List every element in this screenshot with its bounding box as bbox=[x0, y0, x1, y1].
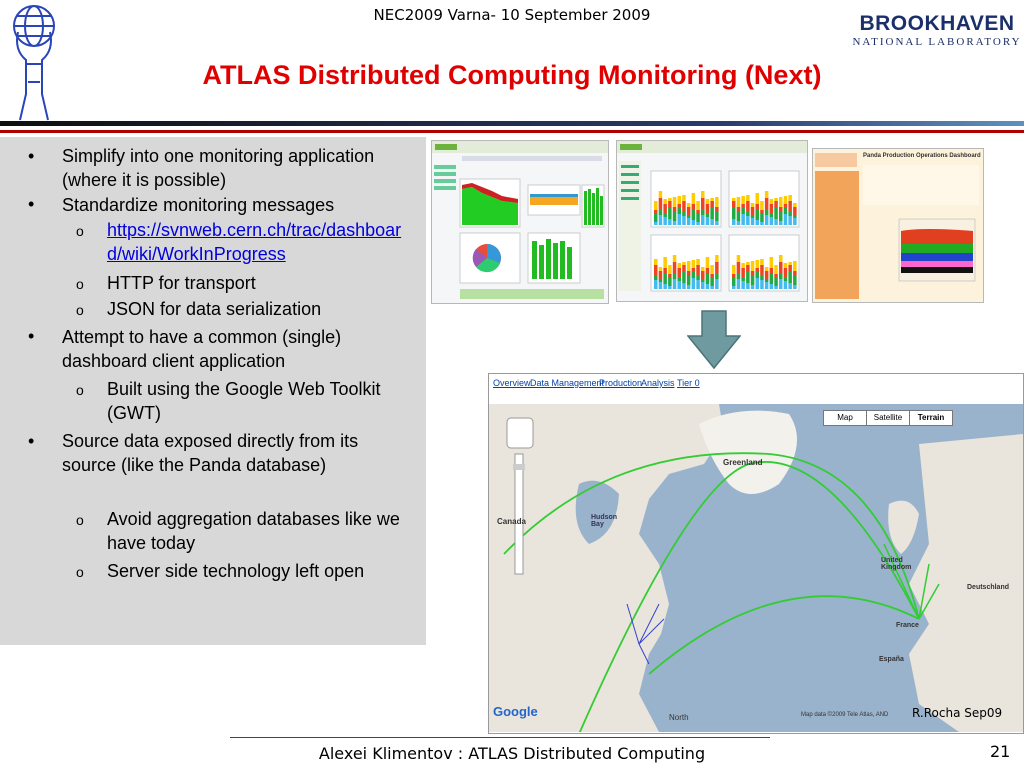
mini-chart-bar bbox=[706, 257, 710, 268]
mini-chart-bar bbox=[770, 274, 774, 284]
dashboard-screenshot-1 bbox=[431, 140, 609, 304]
mini-chart-bar bbox=[788, 216, 792, 225]
mini-chart-bar bbox=[659, 271, 663, 279]
sub-bullet-marker: o bbox=[76, 302, 84, 318]
mini-chart-bar bbox=[774, 265, 778, 274]
mini-chart-bar bbox=[692, 220, 696, 225]
sub-bullet-marker: o bbox=[76, 564, 84, 580]
header-divider-red bbox=[0, 130, 1024, 133]
mini-chart-bar bbox=[682, 262, 686, 265]
mini-chart-bar bbox=[701, 271, 705, 279]
map-type-switcher bbox=[823, 410, 953, 426]
mini-chart-bar bbox=[756, 210, 760, 220]
mini-chart-bar bbox=[784, 214, 788, 225]
mini-chart-bar bbox=[692, 278, 696, 289]
mini-chart-bar bbox=[779, 255, 783, 262]
mini-chart-bar bbox=[760, 280, 764, 289]
mini-chart-bar bbox=[746, 211, 750, 216]
mini-chart-bar bbox=[751, 285, 755, 289]
mini-chart-bar bbox=[756, 260, 760, 268]
mini-chart-bar bbox=[654, 275, 658, 280]
map-label-hudson-bay: Hudson Bay bbox=[591, 514, 618, 528]
mini-chart-bar bbox=[678, 263, 682, 268]
map-type-map[interactable]: Map bbox=[824, 411, 867, 425]
mini-chart-bar bbox=[715, 221, 719, 225]
mini-chart-bar bbox=[774, 274, 778, 278]
mini-chart-bar bbox=[687, 207, 691, 215]
mini-chart-bar bbox=[692, 210, 696, 220]
bullet-common-dashboard: Attempt to have a common (single) dashboard client application bbox=[62, 327, 342, 371]
image-credit: R.Rocha Sep09 bbox=[912, 706, 1003, 720]
mini-chart-bar bbox=[692, 271, 696, 278]
mini-chart-bar bbox=[706, 274, 710, 284]
mini-chart-bar bbox=[774, 201, 778, 208]
mini-chart-bar bbox=[668, 265, 672, 274]
mini-chart-bar bbox=[774, 208, 778, 219]
mini-chart-bar bbox=[741, 277, 745, 281]
mini-chart-bar bbox=[751, 271, 755, 276]
mini-chart-bar bbox=[779, 221, 783, 225]
mini-chart-bar bbox=[710, 278, 714, 286]
mini-chart-bar bbox=[774, 286, 778, 289]
mini-chart-bar bbox=[784, 196, 788, 204]
brookhaven-logo bbox=[852, 12, 1022, 48]
mini-chart-bar bbox=[659, 198, 663, 209]
mini-chart-bar bbox=[659, 267, 663, 271]
header-divider bbox=[0, 121, 1024, 126]
mini-chart-bar bbox=[654, 201, 658, 210]
mini-chart-bar bbox=[701, 267, 705, 271]
mini-chart-bar bbox=[760, 222, 764, 225]
mini-chart-bar bbox=[654, 222, 658, 225]
mini-chart-bar bbox=[756, 193, 760, 204]
sub-bullet-server-side: Server side technology left open bbox=[107, 561, 365, 581]
footer-divider bbox=[230, 737, 770, 738]
mini-chart-bar bbox=[732, 198, 736, 201]
mini-chart-bar bbox=[741, 204, 745, 207]
mini-chart-bar bbox=[701, 198, 705, 209]
mini-chart-bar bbox=[687, 218, 691, 225]
map-type-terrain[interactable]: Terrain bbox=[917, 413, 945, 422]
mini-chart-bar bbox=[673, 197, 677, 207]
mini-chart-bar bbox=[706, 204, 710, 213]
mini-chart-bar bbox=[692, 260, 696, 268]
mini-chart-bar bbox=[746, 195, 750, 201]
mini-chart-bar bbox=[673, 255, 677, 262]
map-label-espana: España bbox=[879, 656, 904, 663]
google-logo: Google bbox=[493, 704, 538, 719]
mini-chart-bar bbox=[737, 262, 741, 273]
mini-chart-bar bbox=[756, 204, 760, 210]
bullet-simplify: Simplify into one monitoring application (where it is possible) bbox=[62, 146, 375, 190]
mini-chart-bar bbox=[659, 191, 663, 198]
mini-chart-bar bbox=[732, 219, 736, 225]
mini-chart-bar bbox=[793, 207, 797, 215]
mini-chart-bar bbox=[765, 279, 769, 282]
mini-chart-bar bbox=[678, 214, 682, 225]
mini-chart-bar bbox=[687, 285, 691, 289]
mini-chart-bar bbox=[696, 280, 700, 289]
dashboard-screenshot-2 bbox=[616, 140, 808, 302]
mini-chart-bar bbox=[668, 274, 672, 278]
mini-chart-bar bbox=[663, 268, 667, 274]
mini-chart-bar bbox=[737, 207, 741, 212]
bullet-marker: • bbox=[28, 194, 35, 214]
mini-chart-bar bbox=[663, 204, 667, 213]
mini-chart-bar bbox=[710, 286, 714, 289]
mini-chart-bar bbox=[788, 195, 792, 201]
mini-chart-bar bbox=[701, 191, 705, 198]
mini-chart-bar bbox=[760, 275, 764, 280]
mini-chart-bar bbox=[663, 257, 667, 268]
mini-chart-bar bbox=[692, 268, 696, 271]
mini-chart-bar bbox=[682, 201, 686, 211]
mini-chart-bar bbox=[770, 284, 774, 289]
mini-chart-bar bbox=[746, 262, 750, 265]
mini-chart-bar bbox=[696, 222, 700, 225]
mini-chart-bar bbox=[751, 261, 755, 271]
mini-chart-bar bbox=[741, 281, 745, 289]
mini-chart-bar bbox=[687, 203, 691, 207]
mini-chart-bar bbox=[673, 273, 677, 279]
mini-chart-bar bbox=[715, 212, 719, 221]
mini-chart-bar bbox=[737, 212, 741, 221]
mini-chart-bar bbox=[706, 199, 710, 204]
mini-chart-bar bbox=[774, 198, 778, 201]
map-label-north: North bbox=[669, 713, 689, 722]
mini-chart-bar bbox=[732, 278, 736, 286]
map-tab-bar bbox=[489, 374, 1023, 400]
map-attribution: Map data ©2009 Tele Atlas, AND bbox=[801, 712, 889, 718]
mini-chart-bar bbox=[788, 283, 792, 289]
mini-chart-bar bbox=[696, 259, 700, 265]
mini-chart-bar bbox=[793, 215, 797, 218]
mini-chart-bar bbox=[756, 278, 760, 289]
down-arrow-icon bbox=[687, 310, 741, 370]
mini-chart-bar bbox=[741, 207, 745, 214]
mini-chart-bar bbox=[654, 265, 658, 275]
mini-chart-bar bbox=[732, 265, 736, 274]
tab-data-management[interactable]: Data Management bbox=[530, 378, 605, 388]
tab-overview[interactable]: Overview bbox=[493, 378, 531, 388]
mini-chart-bar bbox=[746, 272, 750, 283]
mini-chart-bar bbox=[774, 219, 778, 225]
mini-chart-bar bbox=[706, 284, 710, 289]
mini-chart-bar bbox=[732, 274, 736, 278]
bullet-marker: • bbox=[28, 431, 35, 451]
map-label-france: France bbox=[896, 622, 919, 629]
mini-chart-bar bbox=[793, 203, 797, 207]
bullet-panel bbox=[0, 137, 426, 645]
mini-chart-bar bbox=[770, 199, 774, 204]
bullet-source-data: Source data exposed directly from its source (like the Panda database) bbox=[62, 431, 359, 475]
mini-chart-bar bbox=[687, 261, 691, 271]
mini-chart-bar bbox=[751, 207, 755, 215]
mini-chart-bar bbox=[710, 265, 714, 274]
mini-chart-bar bbox=[710, 219, 714, 225]
mini-chart-bar bbox=[760, 201, 764, 210]
bullet-standardize: Standardize monitoring messages bbox=[62, 195, 335, 215]
mini-chart-bar bbox=[715, 279, 719, 289]
sub-bullet-marker: o bbox=[76, 382, 84, 398]
mini-chart-bar bbox=[659, 215, 663, 225]
mini-chart-bar bbox=[668, 198, 672, 201]
mini-chart-bar bbox=[678, 277, 682, 281]
mini-chart-bar bbox=[751, 203, 755, 207]
mini-chart-bar bbox=[756, 220, 760, 225]
mini-chart-bar bbox=[663, 274, 667, 284]
sub-bullet-marker: o bbox=[76, 276, 84, 292]
mini-chart-bar bbox=[737, 273, 741, 279]
mini-chart-bar bbox=[741, 196, 745, 204]
mini-chart-bar bbox=[663, 217, 667, 225]
mini-chart-bar bbox=[668, 208, 672, 219]
mini-chart-bar bbox=[784, 204, 788, 207]
mini-chart-bar bbox=[696, 265, 700, 275]
mini-chart-bar bbox=[659, 279, 663, 282]
bullet-marker: • bbox=[28, 326, 35, 346]
mini-chart-bar bbox=[793, 276, 797, 285]
mini-chart-bar bbox=[760, 265, 764, 275]
mini-chart-bar bbox=[760, 259, 764, 265]
mini-chart-bar bbox=[737, 221, 741, 225]
mini-chart-bar bbox=[732, 208, 736, 219]
mini-chart-bar bbox=[706, 268, 710, 274]
mini-chart-bar bbox=[682, 216, 686, 225]
mini-chart-bar bbox=[682, 195, 686, 201]
mini-chart-bar bbox=[756, 271, 760, 278]
mini-chart-bar bbox=[788, 265, 792, 272]
mini-chart-bar bbox=[715, 207, 719, 212]
mini-chart-bar bbox=[663, 213, 667, 217]
mini-chart-bar bbox=[746, 216, 750, 225]
mini-chart-bar bbox=[715, 262, 719, 273]
mini-chart-bar bbox=[678, 204, 682, 207]
mini-chart-bar bbox=[765, 198, 769, 209]
mini-chart-bar bbox=[765, 271, 769, 279]
mini-chart-bar bbox=[696, 214, 700, 222]
mini-chart-bar bbox=[793, 261, 797, 271]
mini-chart-bar bbox=[779, 207, 783, 212]
map-type-satellite[interactable]: Satellite bbox=[867, 411, 910, 425]
mini-chart-bar bbox=[784, 281, 788, 289]
conference-header: NEC2009 Varna- 10 September 2009 bbox=[373, 6, 651, 24]
mini-chart-bar bbox=[779, 279, 783, 289]
wiki-link[interactable]: https://svnweb.cern.ch/trac/dashboard/wiki/WorkInProgress bbox=[107, 220, 402, 264]
slide-title: ATLAS Distributed Computing Monitoring (Next) bbox=[202, 60, 822, 90]
mini-chart-bar bbox=[784, 268, 788, 277]
map-label-greenland: Greenland bbox=[723, 458, 763, 467]
mini-chart-bar bbox=[673, 212, 677, 221]
mini-chart-bar bbox=[770, 204, 774, 213]
mini-chart-bar bbox=[659, 209, 663, 215]
mini-chart-bar bbox=[732, 201, 736, 208]
mini-chart-bar bbox=[741, 263, 745, 268]
mini-chart-bar bbox=[673, 262, 677, 273]
mini-chart-bar bbox=[682, 211, 686, 216]
mini-chart-bar bbox=[678, 207, 682, 214]
wiki-link-item bbox=[107, 218, 407, 266]
page-number: 21 bbox=[990, 742, 1011, 761]
mini-chart-bar bbox=[770, 257, 774, 268]
mini-chart-bar bbox=[788, 211, 792, 216]
mini-chart-bar bbox=[732, 286, 736, 289]
mini-chart-bar bbox=[746, 201, 750, 211]
slide-footer: Alexei Klimentov : ATLAS Distributed Computing bbox=[318, 744, 706, 763]
mini-chart-bar bbox=[741, 268, 745, 277]
mini-chart-bar bbox=[663, 199, 667, 204]
mini-chart-bar bbox=[692, 204, 696, 210]
mini-chart-bar bbox=[701, 209, 705, 215]
mini-chart-bar bbox=[793, 285, 797, 289]
mini-chart-bar bbox=[682, 265, 686, 272]
mini-chart-bar bbox=[741, 214, 745, 225]
mini-chart-bar bbox=[770, 213, 774, 217]
mini-chart-bar bbox=[784, 263, 788, 268]
mini-chart-bar bbox=[692, 193, 696, 204]
sub-bullet-http: HTTP for transport bbox=[107, 273, 256, 293]
mini-chart-bar bbox=[710, 208, 714, 219]
mini-chart-bar bbox=[765, 282, 769, 289]
mini-chart-bar bbox=[770, 268, 774, 274]
panda-dashboard-title: Panda Production Operations Dashboard bbox=[863, 153, 981, 159]
mini-chart-bar bbox=[654, 210, 658, 214]
mini-chart-bar bbox=[751, 218, 755, 225]
map-label-uk: United Kingdom bbox=[881, 557, 912, 571]
mini-chart-bar bbox=[668, 278, 672, 286]
tab-tier0[interactable]: Tier 0 bbox=[677, 378, 700, 388]
mini-chart-bar bbox=[779, 273, 783, 279]
brookhaven-logo-name: BROOKHAVEN bbox=[859, 12, 1015, 35]
mini-chart-bar bbox=[770, 217, 774, 225]
mini-chart-bar bbox=[779, 262, 783, 273]
mini-chart-bar bbox=[706, 213, 710, 217]
mini-chart-bar bbox=[682, 283, 686, 289]
mini-chart-bar bbox=[715, 197, 719, 207]
mini-chart-bar bbox=[678, 281, 682, 289]
mini-chart-bar bbox=[710, 198, 714, 201]
mini-chart-bar bbox=[774, 278, 778, 286]
world-map[interactable] bbox=[489, 404, 1023, 732]
mini-chart-bar bbox=[784, 207, 788, 214]
mini-chart-bar bbox=[760, 214, 764, 222]
mini-chart-bar bbox=[654, 280, 658, 289]
sub-bullet-marker: o bbox=[76, 223, 84, 239]
mini-chart-bar bbox=[663, 284, 667, 289]
tab-production[interactable]: Production bbox=[599, 378, 643, 388]
mini-chart-bar bbox=[710, 274, 714, 278]
mini-chart-bar bbox=[756, 268, 760, 271]
mini-chart-bar bbox=[687, 271, 691, 276]
mini-chart-bar bbox=[788, 262, 792, 265]
mini-chart-bar bbox=[710, 201, 714, 208]
mini-chart-bar bbox=[765, 209, 769, 215]
sub-bullet-aggregation: Avoid aggregation databases like we have today bbox=[107, 509, 400, 553]
panda-dashboard-screenshot bbox=[812, 148, 984, 303]
mini-chart-bar bbox=[696, 201, 700, 210]
sub-bullet-json: JSON for data serialization bbox=[107, 299, 322, 319]
brookhaven-logo-subtitle: NATIONAL LABORATORY bbox=[852, 36, 1022, 48]
bullet-marker: • bbox=[28, 146, 35, 166]
mini-chart-bar bbox=[687, 276, 691, 285]
mini-chart-bar bbox=[668, 219, 672, 225]
tab-analysis[interactable]: Analysis bbox=[641, 378, 675, 388]
mini-chart-bar bbox=[760, 210, 764, 214]
mini-chart-bar bbox=[701, 215, 705, 225]
mini-chart-bar bbox=[715, 255, 719, 262]
mini-chart-bar bbox=[751, 215, 755, 218]
mini-chart-bar bbox=[788, 272, 792, 283]
mini-chart-bar bbox=[784, 277, 788, 281]
mini-chart-bar bbox=[751, 276, 755, 285]
mini-chart-bar bbox=[659, 282, 663, 289]
sub-bullet-marker: o bbox=[76, 512, 84, 528]
mini-chart-bar bbox=[765, 191, 769, 198]
mini-chart-bar bbox=[737, 255, 741, 262]
mini-chart-bar bbox=[737, 197, 741, 207]
mini-chart-bar bbox=[746, 265, 750, 272]
mini-chart-bar bbox=[696, 210, 700, 214]
mini-chart-bar bbox=[701, 282, 705, 289]
mini-chart-bar bbox=[779, 197, 783, 207]
mini-chart-bar bbox=[715, 273, 719, 279]
mini-chart-bar bbox=[668, 286, 672, 289]
mini-chart-bar bbox=[706, 217, 710, 225]
mini-chart-bar bbox=[682, 272, 686, 283]
mini-chart-bar bbox=[673, 221, 677, 225]
mini-chart-bar bbox=[673, 207, 677, 212]
mini-chart-bar bbox=[687, 215, 691, 218]
mini-chart-bar bbox=[673, 279, 677, 289]
mini-chart-bar bbox=[793, 271, 797, 276]
mini-chart-bar bbox=[654, 214, 658, 222]
mini-chart-bar bbox=[788, 201, 792, 211]
map-label-deutschland: Deutschland bbox=[967, 584, 1010, 591]
map-dashboard-screenshot bbox=[488, 373, 1024, 734]
mini-chart-bar bbox=[654, 259, 658, 265]
mini-chart-bar bbox=[779, 212, 783, 221]
sub-bullet-gwt: Built using the Google Web Toolkit (GWT) bbox=[107, 379, 381, 423]
mini-chart-bar bbox=[746, 283, 750, 289]
map-label-canada: Canada bbox=[497, 517, 526, 526]
mini-chart-bar bbox=[696, 275, 700, 280]
mini-chart-bar bbox=[668, 201, 672, 208]
mini-chart-bar bbox=[678, 196, 682, 204]
mini-chart-bar bbox=[793, 218, 797, 225]
mini-chart-bar bbox=[701, 279, 705, 282]
mini-chart-bar bbox=[678, 268, 682, 277]
mini-chart-bar bbox=[737, 279, 741, 289]
mini-chart-bar bbox=[765, 215, 769, 225]
mini-chart-bar bbox=[765, 267, 769, 271]
